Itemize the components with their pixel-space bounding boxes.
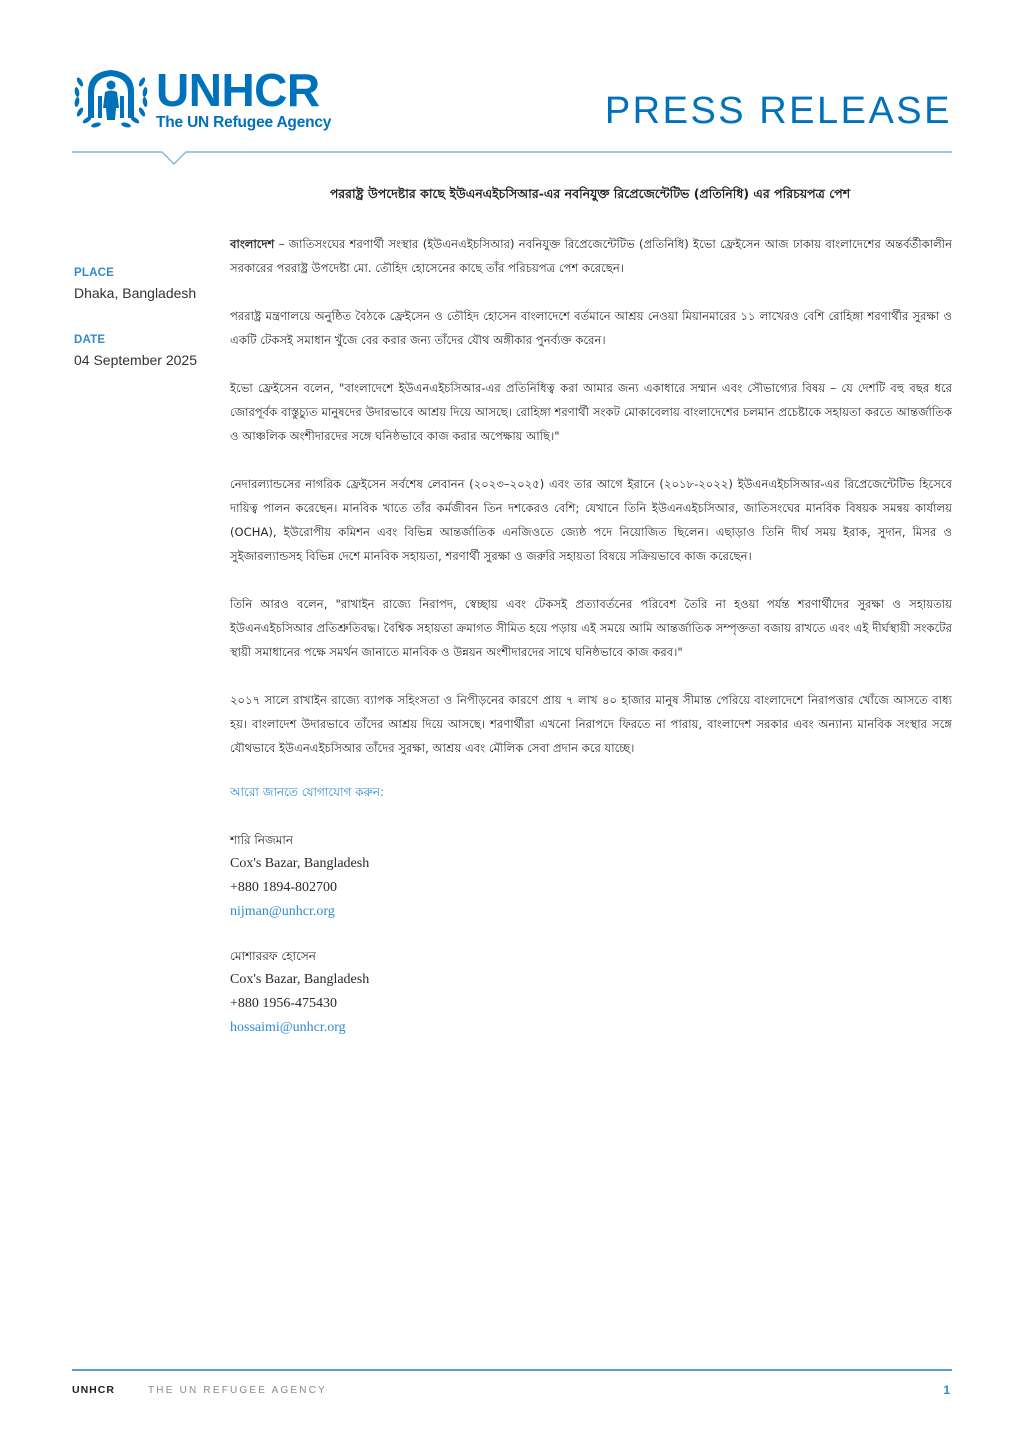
- unhcr-emblem-icon: [72, 66, 150, 132]
- header-divider: [72, 150, 952, 170]
- contact-email-link[interactable]: nijman@unhcr.org: [230, 904, 335, 919]
- date-label: DATE: [74, 334, 106, 346]
- date-block: [74, 334, 197, 368]
- footer-tagline: THE UN REFUGEE AGENCY: [148, 1385, 327, 1396]
- contact-location: Cox's Bazar, Bangladesh: [230, 972, 370, 987]
- contact-phone[interactable]: +880 1956-475430: [230, 996, 338, 1011]
- body-paragraph: [230, 688, 952, 760]
- page-number: 1: [943, 1383, 950, 1397]
- contact-card: [230, 944, 952, 1040]
- paragraph-text: – জাতিসংঘের শরণার্থী সংস্থার (ইউএনএইচসিআর) নবনিযুক্ত রিপ্রেজেন্টেটিভ (প্রতিনিধি) ইভো ফ্রেইসেন আজ ঢাকায় বাংলাদেশের অন্তর্বর্তীকালীন সরকারের পররাষ্ট্র উপদেষ্টা মো. তৌহিদ হোসেনের কাছে তাঁর পরিচয়পত্র পেশ করেছেন।: [230, 237, 952, 275]
- body-paragraph: [230, 472, 952, 568]
- body-paragraph: [230, 232, 952, 280]
- press-release-body: [230, 232, 952, 1060]
- more-info-heading: আরো জানতে যোগাযোগ করুন:: [230, 785, 385, 799]
- body-paragraph: [230, 376, 952, 448]
- body-paragraph: [230, 304, 952, 352]
- footer-org-name: UNHCR: [72, 1384, 115, 1396]
- footer-divider: [72, 1369, 952, 1371]
- contact-email-link[interactable]: hossaimi@unhcr.org: [230, 1020, 346, 1035]
- press-release-title: পররাষ্ট্র উপদেষ্টার কাছে ইউএনএইচসিআর-এর নবনিযুক্ত রিপ্রেজেন্টেটিভ (প্রতিনিধি) এর পরিচয়পত্র পেশ: [329, 186, 851, 201]
- place-value: Dhaka, Bangladesh: [74, 285, 197, 301]
- contact-card: [230, 828, 952, 924]
- paragraph-text: নেদারল্যান্ডসের নাগরিক ফ্রেইসেন সর্বশেষ লেবানন (২০২৩–২০২৫) এবং তার আগে ইরানে (২০১৮-২০২২) ইউএনএইচসিআর-এর রিপ্রেজেন্টেটিভ হিসেবে দায়িত্ব পালন করেছেন। মানবিক খাতে তাঁর কর্মজীবন তিন দশকেরও বেশি; যেখানে তিনি ইউএনএইচসিআর, জাতিসংঘের মানবিক বিষয়ক সমন্বয় কার্যালয় (OCHA), ইউরোপীয় কমিশন এবং বিভিন্ন আন্তর্জাতিক এনজিওতে জ্যেষ্ঠ পদে নিয়োজিত ছিলেন। এছাড়াও তিনি দীর্ঘ সময় ইরাক, সুদান, মিসর ও সুইজারল্যান্ডসহ বিভিন্ন দেশে মানবিক সহায়তা, শরণার্থী সুরক্ষা ও জরুরি সহায়তা বিষয়ে সক্রিয়ভাবে কাজ করেছেন।: [230, 477, 952, 563]
- contact-name: মোশাররফ হোসেন: [230, 949, 316, 963]
- unhcr-logo[interactable]: [72, 64, 352, 134]
- logo-wordmark: UNHCR: [156, 64, 320, 117]
- date-value: 04 September 2025: [74, 352, 197, 368]
- dateline-lead: বাংলাদেশ: [230, 237, 275, 251]
- paragraph-text: ইভো ফ্রেইসেন বলেন, "বাংলাদেশে ইউএনএইচসিআর-এর প্রতিনিধিত্ব করা আমার জন্য একাধারে সম্মান এবং সৌভাগ্যের বিষয় – যে দেশটি বহু বছর ধরে জোরপূর্বক বাস্তুচ্যুত মানুষদের উদারভাবে আশ্রয় দিয়ে আসছে। রোহিঙ্গা শরণার্থী সংকট মোকাবেলায় বাংলাদেশের চলমান প্রচেষ্টাকে সহায়তা করতে আন্তর্জাতিক ও আঞ্চলিক অংশীদারদের সঙ্গে ঘনিষ্ঠভাবে কাজ করার অপেক্ষায় আছি।": [230, 381, 952, 443]
- place-label: PLACE: [74, 267, 114, 279]
- paragraph-text: তিনি আরও বলেন, "রাখাইন রাজ্যে নিরাপদ, স্বেচ্ছায় এবং টেকসই প্রত্যাবর্তনের পরিবেশ তৈরি না হওয়া পর্যন্ত শরণার্থীদের সুরক্ষা ও সহায়তায় ইউএনএইচসিআর প্রতিশ্রুতিবদ্ধ। বৈশ্বিক সহায়তা ক্রমাগত সীমিত হয়ে পড়ায় এই সময়ে আমি আন্তর্জাতিক সম্পৃক্ততা বজায় রাখতে এবং এই দীর্ঘস্থায়ী সংকটের স্থায়ী সমাধানের পক্ষে সমর্থন জানাতে মানবিক ও উন্নয়ন অংশীদারদের সাথে ঘনিষ্ঠভাবে কাজ করব।": [230, 597, 952, 659]
- contact-location: Cox's Bazar, Bangladesh: [230, 856, 370, 871]
- contact-phone[interactable]: +880 1894-802700: [230, 880, 338, 895]
- document-type-heading: PRESS RELEASE: [604, 90, 952, 132]
- place-block: [74, 267, 196, 301]
- paragraph-text: পররাষ্ট্র মন্ত্রণালয়ে অনুষ্ঠিত বৈঠকে ফ্রেইসেন ও তৌহিদ হোসেন বাংলাদেশে বর্তমানে আশ্রয় নেওয়া মিয়ানমারের ১১ লাখেরও বেশি রোহিঙ্গা শরণার্থীর সুরক্ষা ও একটি টেকসই সমাধান খুঁজে বের করার জন্য তাঁদের যৌথ অঙ্গীকার পুনর্ব্যক্ত করেন।: [230, 309, 952, 347]
- body-paragraph: [230, 592, 952, 664]
- contact-name: শারি নিজমান: [230, 833, 294, 847]
- logo-tagline: The UN Refugee Agency: [156, 114, 332, 132]
- paragraph-text: ২০১৭ সালে রাখাইন রাজ্যে ব্যাপক সহিংসতা ও নিপীড়নের কারণে প্রায় ৭ লাখ ৪০ হাজার মানুষ সীমান্ত পেরিয়ে বাংলাদেশে নিরাপত্তার খোঁজে আসতে বাধ্য হয়। বাংলাদেশ উদারভাবে তাঁদের আশ্রয় দিয়ে আসছে। শরণার্থীরা এখনো নিরাপদে ফিরতে না পারায়, বাংলাদেশ সরকার এবং অন্যান্য মানবিক সংস্থার সঙ্গে যৌথভাবে ইউএনএইচসিআর তাঁদের সুরক্ষা, আশ্রয় এবং মৌলিক সেবা প্রদান করে যাচ্ছে।: [230, 693, 952, 755]
